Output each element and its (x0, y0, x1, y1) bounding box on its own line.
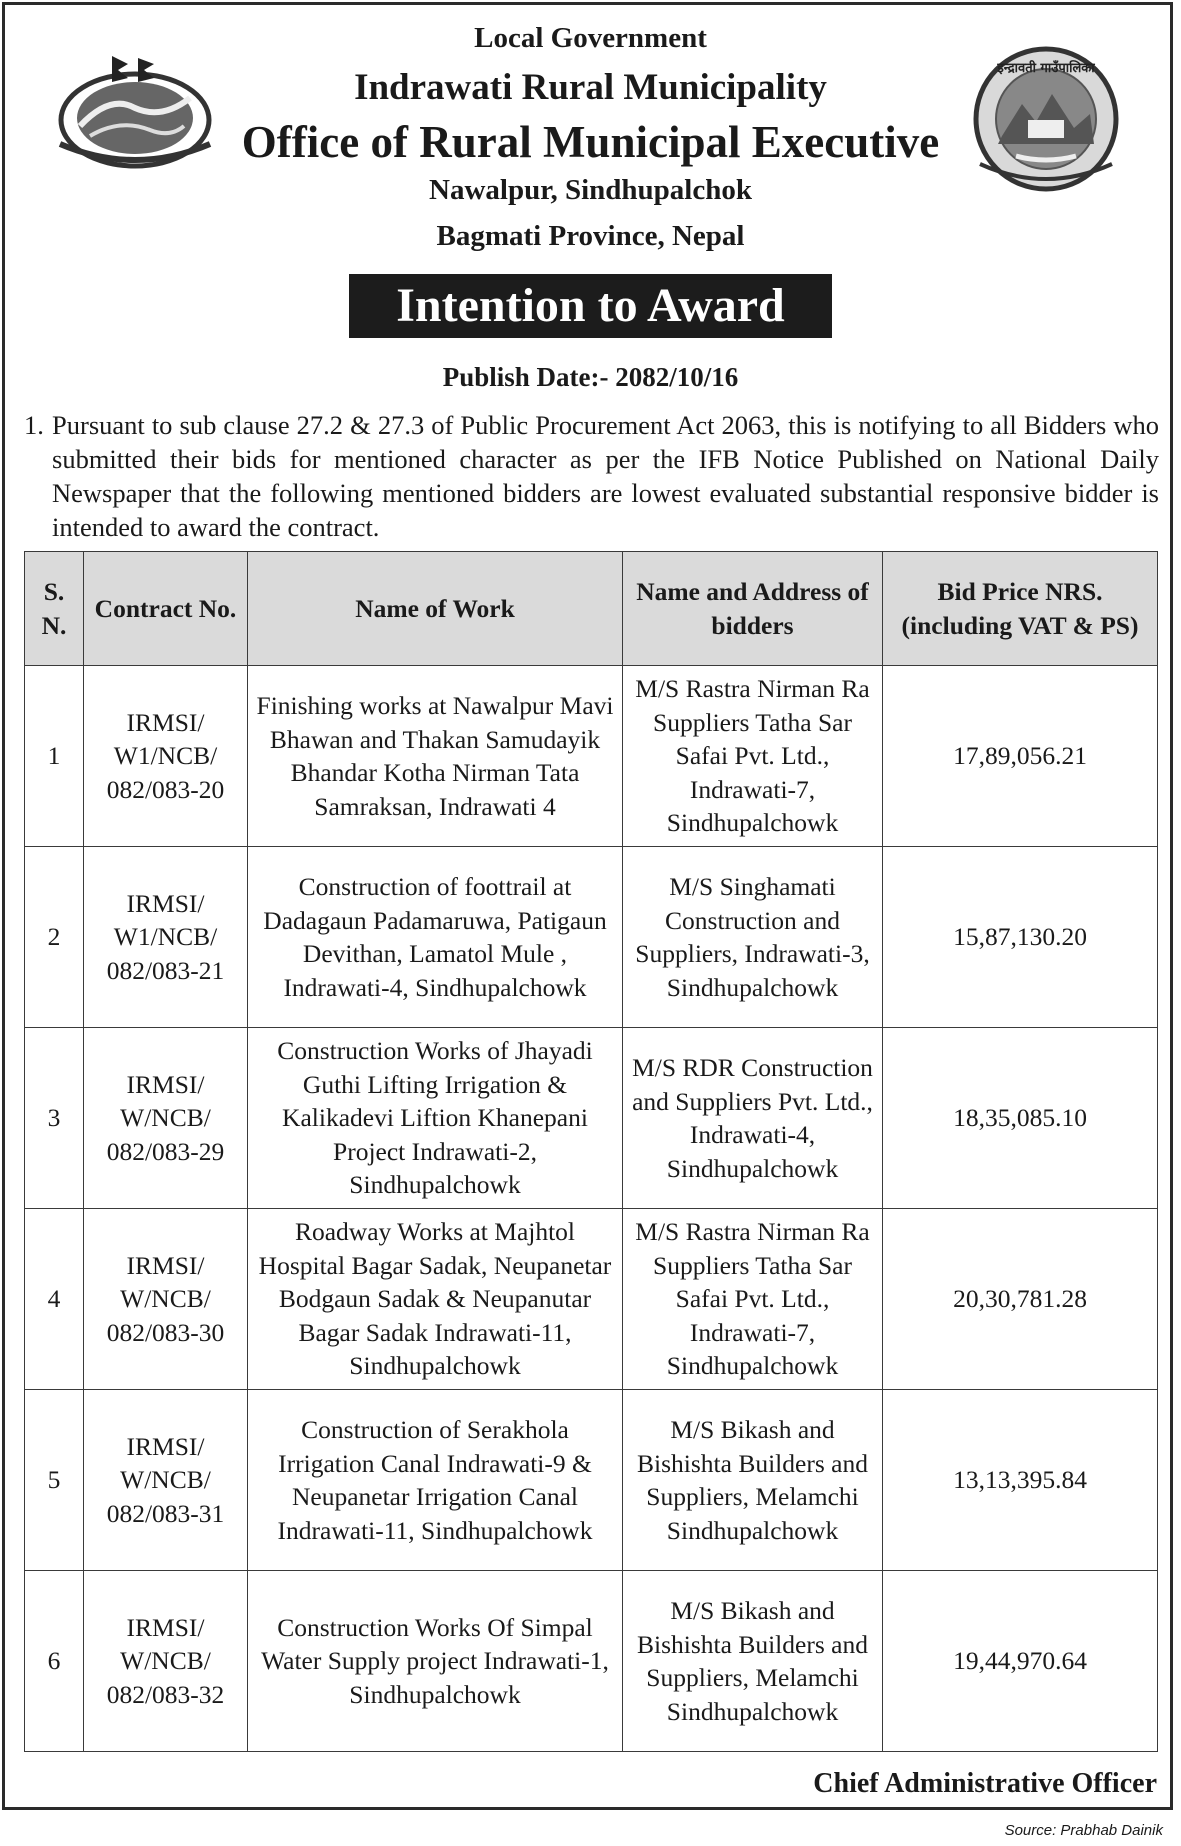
cell-work: Roadway Works at Majhtol Hospital Bagar Sadak, Neupanetar Bodgaun Sadak & Neupanutar Bagar Sadak Indrawati-11, Sindhupalchowk (248, 1209, 623, 1390)
cell-contract-no: IRMSI/ W/NCB/ 082/083-32 (84, 1571, 248, 1752)
cell-contract-no: IRMSI/ W/NCB/ 082/083-30 (84, 1209, 248, 1390)
table-row (25, 1028, 1158, 1209)
header-bid-price: Bid Price NRS. (including VAT & PS) (883, 552, 1158, 666)
cell-price: 15,87,130.20 (883, 847, 1158, 1028)
cell-sn: 2 (25, 847, 84, 1028)
cell-bidder: M/S Bikash and Bishishta Builders and Suppliers, Melamchi Sindhupalchowk (623, 1390, 883, 1571)
cell-work: Construction Works Of Simpal Water Supply project Indrawati-1, Sindhupalchowk (248, 1571, 623, 1752)
publish-date: Publish Date:- 2082/10/16 (442, 362, 739, 392)
cell-sn: 6 (25, 1571, 84, 1752)
header-local-government: Local Government (474, 22, 707, 54)
cell-price: 17,89,056.21 (883, 666, 1158, 847)
header-province: Bagmati Province, Nepal (436, 220, 745, 252)
cell-bidder: M/S Bikash and Bishishta Builders and Suppliers, Melamchi Sindhupalchowk (623, 1571, 883, 1752)
cell-sn: 1 (25, 666, 84, 847)
cell-contract-no: IRMSI/ W/NCB/ 082/083-31 (84, 1390, 248, 1571)
cell-work: Construction Works of Jhayadi Guthi Lifting Irrigation & Kalikadevi Liftion Khanepani Project Indrawati-2, Sindhupalchowk (248, 1028, 623, 1209)
header-bidder: Name and Address of bidders (623, 552, 883, 666)
table-row (25, 1390, 1158, 1571)
cell-work: Construction of Serakhola Irrigation Canal Indrawati-9 & Neupanetar Irrigation Canal Indrawati-11, Sindhupalchowk (248, 1390, 623, 1571)
cell-sn: 5 (25, 1390, 84, 1571)
header-sn: S. N. (25, 552, 84, 666)
cell-price: 13,13,395.84 (883, 1390, 1158, 1571)
signature-title: Chief Administrative Officer (813, 1768, 1157, 1799)
table-header-row (25, 552, 1158, 666)
cell-price: 19,44,970.64 (883, 1571, 1158, 1752)
cell-bidder: M/S Rastra Nirman Ra Suppliers Tatha Sar Safai Pvt. Ltd., Indrawati-7, Sindhupalchowk (623, 666, 883, 847)
cell-price: 18,35,085.10 (883, 1028, 1158, 1209)
header-office-name: Office of Rural Municipal Executive (241, 117, 940, 167)
header-name-of-work: Name of Work (248, 552, 623, 666)
header-contract-no: Contract No. (84, 552, 248, 666)
cell-bidder: M/S RDR Construction and Suppliers Pvt. Ltd., Indrawati-4, Sindhupalchowk (623, 1028, 883, 1209)
cell-price: 20,30,781.28 (883, 1209, 1158, 1390)
cell-contract-no: IRMSI/ W1/NCB/ 082/083-20 (84, 666, 248, 847)
cell-bidder: M/S Singhamati Construction and Suppliers, Indrawati-3, Sindhupalchowk (623, 847, 883, 1028)
cell-contract-no: IRMSI/ W/NCB/ 082/083-29 (84, 1028, 248, 1209)
cell-work: Construction of foottrail at Dadagaun Padamaruwa, Patigaun Devithan, Lamatol Mule , Indrawati-4, Sindhupalchowk (248, 847, 623, 1028)
svg-text:इन्द्रावती गाउँपालिका: इन्द्रावती गाउँपालिका (997, 61, 1095, 76)
table-row (25, 1209, 1158, 1390)
header-address: Nawalpur, Sindhupalchok (429, 174, 752, 206)
award-table (24, 551, 1158, 1752)
table-row (25, 666, 1158, 847)
cell-bidder: M/S Rastra Nirman Ra Suppliers Tatha Sar Safai Pvt. Ltd., Indrawati-7, Sindhupalchowk (623, 1209, 883, 1390)
paragraph-text: Pursuant to sub clause 27.2 & 27.3 of Public Procurement Act 2063, this is notifying to all Bidders who submitted their bids for mentioned character as per the IFB Notice Published on National Daily Newspaper that the following mentioned bidders are lowest evaluated substantial responsive bidder is intended to award the contract. (52, 410, 1159, 542)
cell-contract-no: IRMSI/ W1/NCB/ 082/083-21 (84, 847, 248, 1028)
table-row (25, 1571, 1158, 1752)
cell-sn: 4 (25, 1209, 84, 1390)
cell-work: Finishing works at Nawalpur Mavi Bhawan and Thakan Samudayik Bhandar Kotha Nirman Tata Samraksan, Indrawati 4 (248, 666, 623, 847)
table-row (25, 847, 1158, 1028)
notice-paragraph (24, 408, 1159, 544)
notice-title-banner: Intention to Award (349, 274, 832, 338)
source-credit: Source: Prabhab Dainik (1004, 1822, 1163, 1839)
cell-sn: 3 (25, 1028, 84, 1209)
paragraph-number: 1. (24, 410, 44, 440)
header-municipality-name: Indrawati Rural Municipality (354, 67, 827, 108)
